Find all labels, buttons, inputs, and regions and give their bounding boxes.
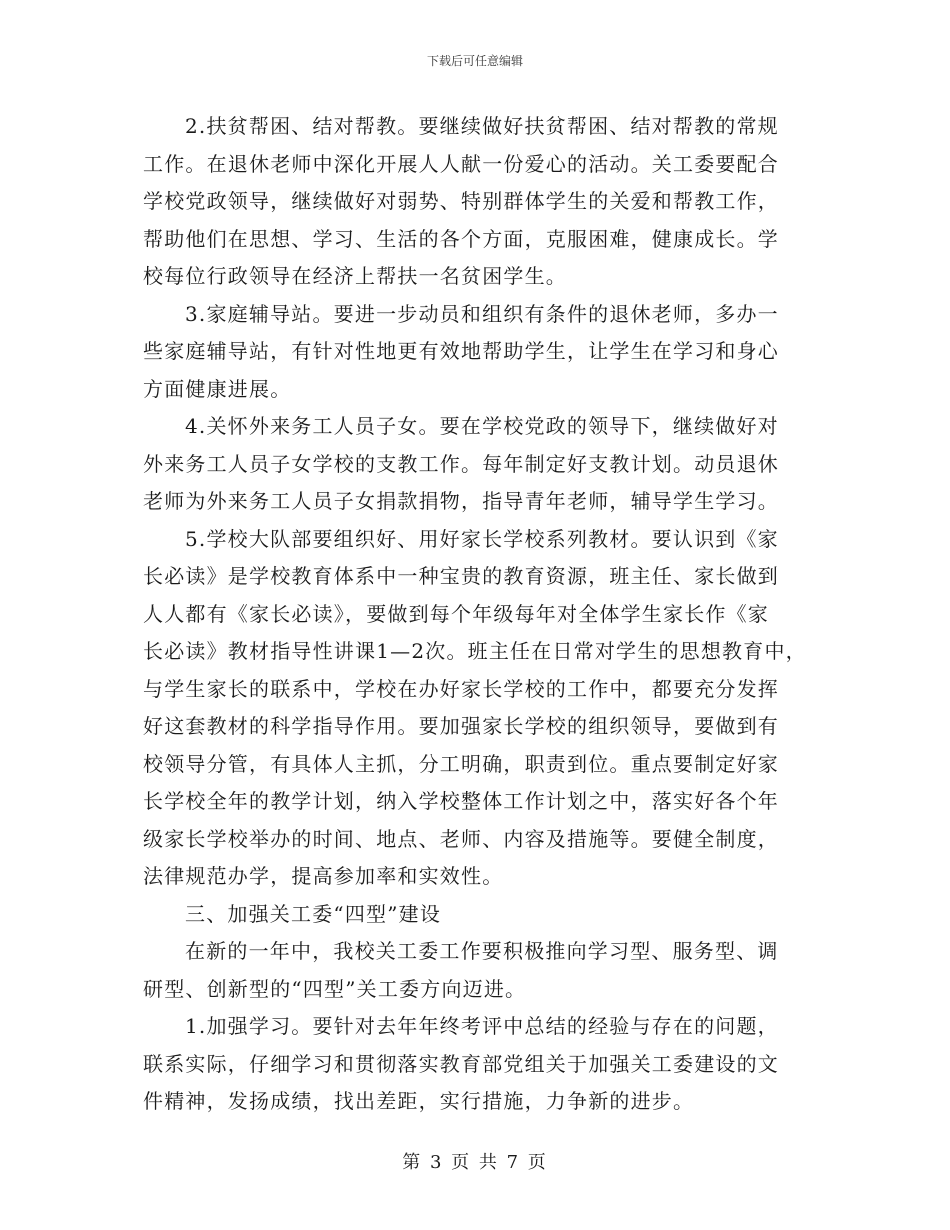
text-line: 校领导分管，有具体人主抓，分工明确，职责到位。重点要制定好家 [143,751,779,776]
text-line: 长必读》教材指导性讲课1—2次。班主任在日常对学生的思想教育中， [143,639,807,663]
text-line: 好这套教材的科学指导作用。要加强家长学校的组织领导，要做到有 [143,714,779,738]
text-line: 5.学校大队部要组织好、用好家长学校系列教材。要认识到《家 [185,526,779,551]
text-line: 件精神，发扬成绩，找出差距，实行措施，力争新的进步。 [143,1089,695,1113]
text-line: 1.加强学习。要针对去年年终考评中总结的经验与存在的问题， [185,1014,779,1038]
text-line: 三、加强关工委“四型”建设 [185,901,442,926]
text-line: 2.扶贫帮困、结对帮教。要继续做好扶贫帮困、结对帮教的常规 [185,114,779,138]
text-line: 校每位行政领导在经济上帮扶一名贫困学生。 [143,264,567,288]
page-number-footer: 第 3 页 共 7 页 [402,1152,548,1173]
text-line: 学校党政领导，继续做好对弱势、特别群体学生的关爱和帮教工作， [143,189,779,213]
text-line: 人人都有《家长必读》，要做到每个年级每年对全体学生家长作《家 [143,601,769,626]
text-line: 帮助他们在思想、学习、生活的各个方面，克服困难，健康成长。学 [143,226,779,251]
text-line: 长必读》是学校教育体系中一种宝贵的教育资源，班主任、家长做到 [143,564,779,588]
text-line: 3.家庭辅导站。要进一步动员和组织有条件的退休老师，多办一 [185,301,779,326]
section-heading [143,896,815,934]
paragraph-5-parent-school [143,521,815,896]
text-line: 4.关怀外来务工人员子女。要在学校党政的领导下，继续做好对 [185,414,779,438]
text-line: 些家庭辅导站，有针对性地更有效地帮助学生，让学生在学习和身心 [143,339,779,363]
paragraph-1-strengthen-learning [143,1008,815,1121]
text-line: 联系实际，仔细学习和贯彻落实教育部党组关于加强关工委建设的文 [143,1051,779,1076]
text-line: 方面健康进展。 [143,376,292,401]
paragraph-4-migrant-children [143,408,815,521]
document-body [143,108,815,1121]
text-line: 工作。在退休老师中深化开展人人献一份爱心的活动。关工委要配合 [143,151,779,176]
paragraph-3-family-tutoring [143,296,815,409]
text-line: 级家长学校举办的时间、地点、老师、内容及措施等。要健全制度， [143,826,779,851]
paragraph-2-poverty-aid [143,108,815,296]
paragraph-four-types-intro [143,933,815,1008]
text-line: 外来务工人员子女学校的支教工作。每年制定好支教计划。动员退休 [143,451,779,476]
text-line: 法律规范办学，提高参加率和实效性。 [143,864,504,888]
text-line: 在新的一年中，我校关工委工作要积极推向学习型、服务型、调 [185,939,779,963]
page-header: 下载后可任意编辑 [426,54,523,68]
text-line: 与学生家长的联系中，学校在办好家长学校的工作中，都要充分发挥 [143,676,779,701]
text-line: 老师为外来务工人员子女捐款捐物，指导青年老师，辅导学生学习。 [143,489,779,513]
text-line: 研型、创新型的“四型”关工委方向迈进。 [143,976,527,1001]
text-line: 长学校全年的教学计划，纳入学校整体工作计划之中，落实好各个年 [143,789,779,813]
